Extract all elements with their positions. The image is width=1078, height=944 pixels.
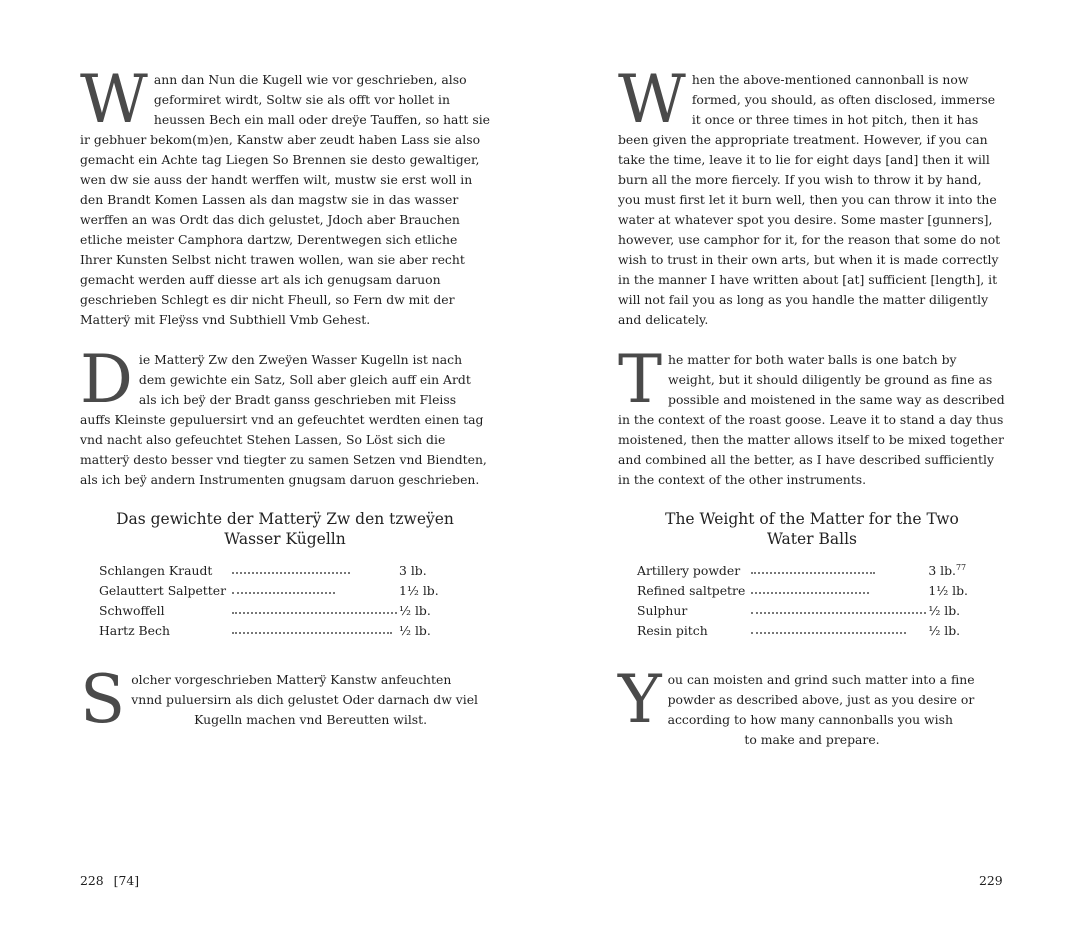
left-ingredient-list <box>99 560 439 640</box>
folio-original-page: [74] <box>113 873 140 888</box>
left-paragraph-1 <box>80 61 490 330</box>
paragraph-line: olcher vorgeschrieben Matterÿ Kanstw anfeuchten <box>131 672 452 687</box>
ingredient-quantity: 1½ lb. <box>399 582 439 598</box>
dropcap-y: Y <box>618 661 662 738</box>
leader-dots <box>232 620 397 640</box>
paragraph-line: ou can moisten and grind such matter into a fine <box>667 672 975 687</box>
left-page <box>80 0 490 944</box>
paragraph-line: according to how many cannonballs you wish <box>667 712 953 727</box>
quantity-value: 3 lb. <box>928 562 956 578</box>
right-page <box>618 0 1006 944</box>
folio-number: 229 <box>979 873 1003 888</box>
ingredient-row <box>637 600 968 620</box>
ingredient-name: Sulphur <box>637 602 688 618</box>
paragraph-text: he matter for both water balls is one batch by weight, but it should diligently be ground as fine as possible and moistened in the same way as described in the context of the roast goose. Leave it to stand a day thus moistened, then the matter allows itself to be mixed together and combined all the better, as I have described sufficiently in the context of the other instruments. <box>618 352 1005 487</box>
dropcap-d: D <box>80 341 133 418</box>
ingredient-name: Schwoffell <box>99 602 165 618</box>
folio-number: 228 <box>80 873 104 888</box>
ingredient-row <box>637 560 968 580</box>
heading-line-1: Das gewichte der Matterÿ Zw den tzweÿen <box>116 510 454 528</box>
ingredient-name: Hartz Bech <box>99 622 170 638</box>
heading-line-2: Wasser Kügelln <box>224 530 346 548</box>
left-recipe-heading <box>80 509 490 549</box>
ingredient-name: Resin pitch <box>637 622 708 638</box>
ingredient-quantity: ½ lb. <box>928 622 961 638</box>
leader-dots <box>751 580 926 600</box>
footnote-marker: 77 <box>955 562 967 572</box>
ingredient-name: Gelauttert Salpetter <box>99 582 227 598</box>
leader-dots <box>232 580 397 600</box>
left-paragraph-3 <box>80 661 490 738</box>
ingredient-name: Artillery powder <box>637 562 741 578</box>
ingredient-quantity: 3 lb. <box>399 562 427 578</box>
heading-line-2: Water Balls <box>766 530 858 548</box>
paragraph-tail: to make and prepare. <box>744 732 880 747</box>
dropcap-s: S <box>80 661 126 738</box>
ingredient-quantity: ½ lb. <box>399 602 431 618</box>
ingredient-row <box>99 580 439 600</box>
right-paragraph-2 <box>618 341 1006 490</box>
ingredient-quantity: 1½ lb. <box>928 582 968 598</box>
leader-dots <box>232 600 397 620</box>
right-ingredient-list <box>637 560 968 640</box>
right-paragraph-3 <box>618 661 1006 750</box>
ingredient-row <box>637 580 968 600</box>
ingredient-row <box>99 600 439 620</box>
paragraph-text: ie Matterÿ Zw den Zweÿen Wasser Kugelln ist nach dem gewichte ein Satz, Soll aber gleich auff ein Ardt als ich beÿ der Bradt ganss geschrieben mit Fleiss auffs Kleinste gepuluersirt vnd an gefeuchtet werdten einen tag vnd nacht also gefeuchtet Stehen Lassen, So Löst sich die matterÿ desto besser vnd tiegter zu samen Setzen vnd Biendten, als ich beÿ andern Instrumenten gnugsam daruon geschrieben. <box>80 352 487 487</box>
right-page-number <box>979 872 1003 890</box>
left-page-number <box>80 872 139 890</box>
dropcap-t: T <box>618 341 663 418</box>
paragraph-text: ann dan Nun die Kugell wie vor geschrieben, also geformiret wirdt, Soltw sie als offt vor hollet in heussen Bech ein mall oder dreÿe Tauffen, so hatt sie ir gebhuer bekom(m)en, Kanstw aber zeudt haben Lass sie also gemacht ein Achte tag Liegen So Brennen sie desto gewaltiger, wen dw sie auss der handt werffen wilt, mustw sie erst woll in den Brandt Komen Lassen als dan magstw sie in das wasser werffen an was Ordt das dich gelustet, Jdoch aber Brauchen etliche meister Camphora dartzw, Derentwegen sich etliche Ihrer Kunsten Selbst nicht trawen wollen, wan sie aber recht gemacht werden auff diesse art als ich genugsam daruon geschrieben Schlegt es dir nicht Fheull, so Fern dw mit der Matterÿ mit Fleÿss vnd Subthiell Vmb Gehest. <box>80 72 490 327</box>
dropcap-w: W <box>618 61 686 138</box>
paragraph-line: powder as described above, just as you desire or <box>667 692 975 707</box>
ingredient-row <box>637 620 968 640</box>
ingredient-name: Refined saltpetre <box>637 582 746 598</box>
ingredient-row <box>99 560 439 580</box>
right-recipe-heading <box>618 509 1006 549</box>
leader-dots <box>751 560 926 580</box>
paragraph-tail: Kugelln machen vnd Bereutten wilst. <box>194 712 428 727</box>
ingredient-quantity: ½ lb. <box>928 602 961 618</box>
heading-line-1: The Weight of the Matter for the Two <box>665 510 959 528</box>
leader-dots <box>751 600 926 620</box>
left-paragraph-2 <box>80 341 490 490</box>
dropcap-w: W <box>80 61 148 138</box>
paragraph-line: vnnd puluersirn als dich gelustet Oder darnach dw viel <box>131 692 479 707</box>
ingredient-name: Schlangen Kraudt <box>99 562 213 578</box>
ingredient-quantity <box>926 560 968 580</box>
paragraph-text: hen the above-mentioned cannonball is now formed, you should, as often disclosed, immerse it once or three times in hot pitch, then it has been given the appropriate treatment. However, if you can take the time, leave it to lie for eight days [and] then it will burn all the more fiercely. If you wish to throw it by hand, you must first let it burn well, then you can throw it into the water at whatever spot you desire. Some master [gunners], however, use camphor for it, for the reason that some do not wish to trust in their own arts, but when it is made correctly in the manner I have written about [at] sufficient [length], it will not fail you as long as you handle the matter diligently and delicately. <box>618 72 1001 327</box>
leader-dots <box>751 620 926 640</box>
right-paragraph-1 <box>618 61 1006 330</box>
ingredient-quantity: ½ lb. <box>399 622 431 638</box>
leader-dots <box>232 560 397 580</box>
ingredient-row <box>99 620 439 640</box>
